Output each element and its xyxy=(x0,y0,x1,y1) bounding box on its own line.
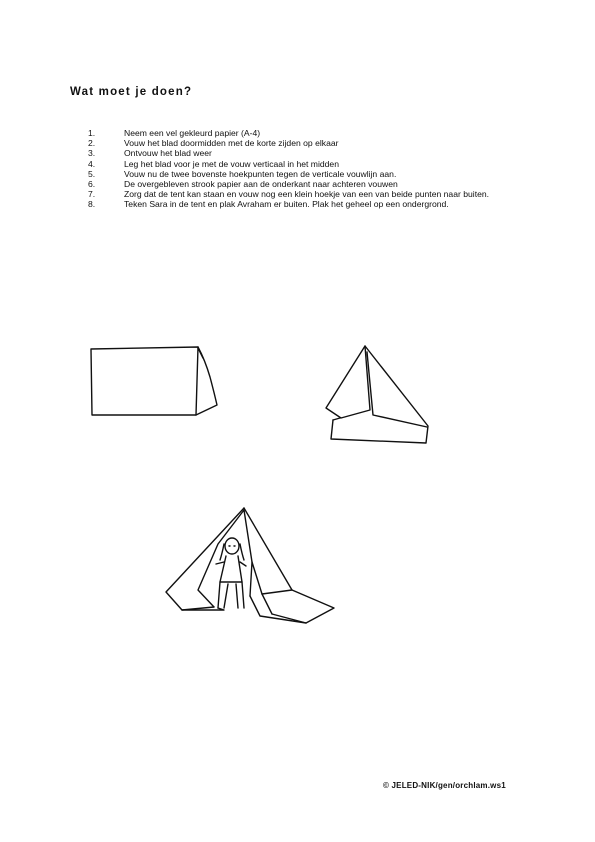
list-item xyxy=(88,128,528,138)
step-text: Ontvouw het blad weer xyxy=(124,148,212,159)
tent-with-sara-drawing xyxy=(158,504,338,634)
page-title: Wat moet je doen? xyxy=(70,86,193,98)
folded-paper-drawing xyxy=(86,342,222,422)
copyright-footer: © JELED-NIK/gen/orchlam.ws1 xyxy=(383,781,506,790)
list-item xyxy=(88,159,528,169)
step-text: Teken Sara in de tent en plak Avraham er buiten. Plak het geheel op een ondergrond. xyxy=(124,199,449,210)
list-item xyxy=(88,179,528,189)
step-text: De overgebleven strook papier aan de onderkant naar achteren vouwen xyxy=(124,179,398,190)
step-number: 3. xyxy=(88,148,96,159)
step-text: Leg het blad voor je met de vouw verticaal in het midden xyxy=(124,158,339,169)
list-item xyxy=(88,189,528,199)
step-text: Vouw nu de twee bovenste hoekpunten tegen de verticale vouwlijn aan. xyxy=(124,168,397,179)
triangle-tent-drawing xyxy=(323,340,435,450)
step-number: 2. xyxy=(88,138,96,149)
step-text: Neem een vel gekleurd papier (A-4) xyxy=(124,128,261,138)
step-number: 5. xyxy=(88,168,96,179)
list-item xyxy=(88,199,528,209)
list-item xyxy=(88,169,528,179)
instruction-list xyxy=(88,128,528,210)
step-number: 6. xyxy=(88,179,96,190)
tent-with-figure-sketch xyxy=(158,504,338,634)
step-number: 1. xyxy=(88,128,96,138)
folded-paper-sketch xyxy=(86,342,222,422)
step-number: 7. xyxy=(88,189,96,200)
list-item xyxy=(88,138,528,148)
step-text: Zorg dat de tent kan staan en vouw nog een klein hoekje van een van beide punten naar buiten. xyxy=(124,189,490,200)
step-number: 8. xyxy=(88,199,96,210)
step-text: Vouw het blad doormidden met de korte zijden op elkaar xyxy=(124,138,339,149)
list-item xyxy=(88,148,528,158)
triangle-tent-sketch xyxy=(323,340,435,450)
step-number: 4. xyxy=(88,158,96,169)
